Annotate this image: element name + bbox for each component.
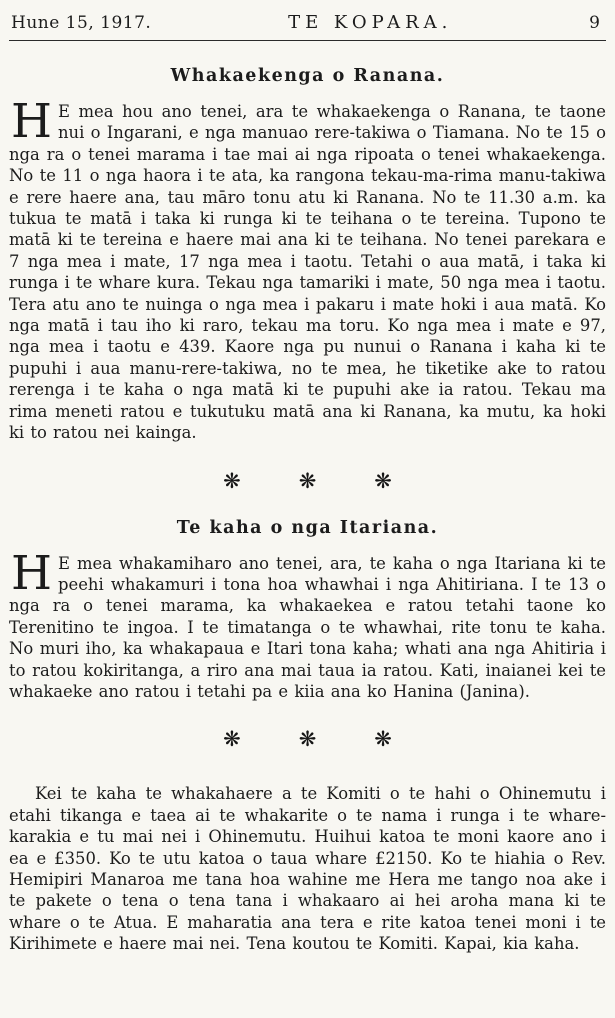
article-body-paragraph (9, 545, 606, 703)
article-te-kaha-o-nga-itariana (9, 518, 606, 752)
page-number: 9 (589, 13, 600, 33)
ornament-row (9, 469, 606, 493)
fleuron-icon: ❋ (223, 727, 241, 752)
fleuron-icon: ❋ (374, 727, 392, 752)
ornament-row (9, 727, 606, 751)
issue-date: Hune 15, 1917. (11, 13, 152, 33)
article-body-text: E mea whakamiharo ano tenei, ara, te kaha o nga Itariana ki te peehi whakamuri i tona hoa whawhai i nga Ahitiriana. I te 13 o nga ra o tenei marama, ka whakaekea e ratou tetahi taone ko Terenitino te ingoa. I te timatanga o te whawhai, rite tonu te kaha. No muri iho, ka whakapaua e Itari tona kaha; whati ana nga Ahitiria i to ratou kokiritanga, a riro ana mai taua ia ratou. Kati, inaianei kei te whakaeke ano ratou i tetahi pa e kiia ana ko Hanina (Janina). (9, 553, 606, 701)
article-heading: Whakaekenga o Ranana. (170, 66, 445, 86)
closing-paragraph: Kei te kaha te whakahaere a te Komiti o te hahi o Ohinemutu i etahi tikanga e taea ai te whakarite o te nama i runga i te whare-karakia e tu mai nei i Ohinemutu. Huihui katoa te moni kaore ano i ea e £350. Ko te utu katoa o taua whare £2150. Ko te hiahia o Rev. Hemipiri Manaroa me tana hoa wahine me Hera me tango noa ake i te pakete o tena o tena tana i whakaaro ai hei aroha mana ki te whare o te Atua. E maharatia ana tera e rite katoa tenei moni i te Kirihimete e haere mai nei. Tena koutou te Komiti. Kapai, kia kaha. (9, 784, 606, 954)
fleuron-icon: ❋ (298, 727, 317, 752)
fleuron-icon: ❋ (298, 468, 317, 493)
header-rule (9, 40, 606, 41)
article-body-paragraph (9, 94, 606, 444)
article-whakaekenga-o-ranana (9, 66, 606, 493)
article-heading: Te kaha o nga Itariana. (176, 517, 439, 538)
fleuron-icon: ❋ (374, 468, 392, 493)
page-header (9, 12, 606, 40)
dropcap-letter: H (11, 94, 52, 149)
dropcap-letter: H (11, 545, 52, 601)
article-body-text: E mea hou ano tenei, ara te whakaekenga o Ranana, te taone nui o Ingarani, e nga manuao rere-takiwa o Tiamana. No te 15 o nga ra o tenei marama i tae mai ai nga ripoata o tenei whakaekenga. No te 11 o nga haora i te ata, ka rangona tekau-ma-rima manu-takiwa e rere haere ana, tau māro tonu atu ki Ranana. No te 11.30 a.m. ka tukua te matā i taka ki runga ki te teihana o te tereina. Tupono te matā ki te tereina e haere mai ana ki te teihana. No tenei parekara e 7 nga mea i mate, 17 nga mea i taotu. Tetahi o aua matā, i taka ki runga i te whare kura. Tekau nga tamariki i mate, 50 nga mea i taotu. Tera atu ano te nuinga o nga mea i pakaru i mate hoki i aua matā. Ko nga matā i tau iho ki raro, tekau ma toru. Ko nga mea i mate e 97, nga mea i taotu e 439. Kaore nga pu nunui o Ranana i kaha ki te pupuhi i aua manu-rere-takiwa, no te mea, he tiketike ake to ratou rerenga i te kaha o nga matā ki te pupuhi ake ia ratou. Tekau ma rima meneti ratou e tukutuku matā ana ki Ranana, ka mutu, ka hoki ki to ratou nei kainga. (9, 102, 606, 443)
fleuron-icon: ❋ (223, 468, 241, 493)
masthead-title: TE KOPARA. (288, 12, 453, 33)
